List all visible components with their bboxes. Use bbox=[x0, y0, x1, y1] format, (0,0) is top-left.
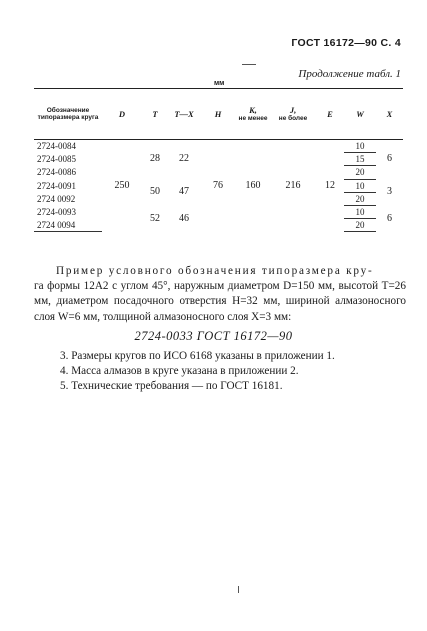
scan-speck bbox=[238, 586, 239, 593]
notes-list bbox=[60, 349, 410, 393]
designation-cell: 2724 0092 bbox=[37, 193, 76, 204]
col-header-d: D bbox=[102, 89, 142, 140]
col-header-t: T bbox=[142, 89, 168, 140]
col-header-j-symbol: J, bbox=[289, 104, 297, 115]
k-value: 160 bbox=[245, 179, 261, 191]
col-header-k-symbol: K, bbox=[249, 104, 257, 115]
designation-cell: 2724 0094 bbox=[34, 219, 102, 232]
w-value: 20 bbox=[344, 166, 376, 179]
col-header-h: H bbox=[200, 89, 236, 140]
h-value: 76 bbox=[213, 179, 223, 191]
t-value: 28 bbox=[150, 153, 160, 165]
w-value: 10 bbox=[344, 140, 376, 153]
designation-cell: 2724-0084 bbox=[37, 141, 76, 152]
note-item: 5. Технические требования — по ГОСТ 16181. bbox=[60, 379, 283, 392]
t-value: 52 bbox=[150, 212, 160, 224]
t-x-value: 46 bbox=[179, 212, 189, 224]
example-paragraph bbox=[34, 264, 406, 325]
col-header-j-qualifier: не более bbox=[278, 114, 308, 122]
units-label: мм bbox=[214, 80, 225, 87]
col-header-k-qualifier: не менее bbox=[238, 114, 268, 122]
dimensions-table bbox=[34, 88, 403, 232]
page-header: ГОСТ 16172—90 С. 4 bbox=[291, 37, 401, 49]
designation-cell: 2724-0091 bbox=[37, 180, 76, 191]
example-lead: Пример условного обозначения типоразмера кру- bbox=[56, 265, 374, 277]
example-body: га формы 12А2 с углом 45°, наружным диаметром D=150 мм, высотой T=26 мм, диаметром посадочного отверстия H=32 мм, шириной алмазоносного слоя W=6 мм, толщиной алмазоносного слоя X=3 мм: bbox=[34, 280, 406, 323]
e-value: 12 bbox=[325, 179, 335, 191]
example-designation: 2724-0033 ГОСТ 16172—90 bbox=[134, 329, 293, 343]
w-value: 10 bbox=[344, 179, 376, 192]
col-header-j bbox=[270, 89, 316, 140]
x-value: 6 bbox=[387, 153, 392, 165]
x-value: 6 bbox=[387, 212, 392, 224]
table-header-row bbox=[34, 89, 403, 140]
d-value: 250 bbox=[114, 179, 130, 191]
x-value: 3 bbox=[387, 186, 392, 198]
col-header-k bbox=[236, 89, 270, 140]
designation-cell: 2724-0086 bbox=[37, 167, 76, 178]
note-item: 3. Размеры кругов по ИСО 6168 указаны в приложении 1. bbox=[60, 350, 335, 362]
table-row bbox=[34, 140, 403, 153]
t-x-value: 22 bbox=[179, 153, 189, 165]
note-item: 4. Масса алмазов в круге указана в приложении 2. bbox=[60, 364, 299, 377]
table-continuation-label: Продолжение табл. 1 bbox=[298, 68, 401, 80]
col-header-x: X bbox=[376, 89, 403, 140]
col-header-w: W bbox=[344, 89, 376, 140]
designation-cell: 2724-0093 bbox=[37, 207, 76, 218]
j-value: 216 bbox=[285, 179, 301, 191]
col-header-t-x: T—X bbox=[168, 89, 200, 140]
w-value: 10 bbox=[344, 206, 376, 219]
designation-cell: 2724-0085 bbox=[37, 154, 76, 165]
col-header-designation: Обозначение типоразмера круга bbox=[34, 89, 102, 140]
t-x-value: 47 bbox=[179, 186, 189, 198]
t-value: 50 bbox=[150, 186, 160, 198]
col-header-e: E bbox=[316, 89, 344, 140]
decorative-dash bbox=[242, 64, 256, 65]
w-value: 20 bbox=[344, 192, 376, 205]
w-value: 15 bbox=[344, 153, 376, 166]
w-value: 20 bbox=[344, 219, 376, 232]
